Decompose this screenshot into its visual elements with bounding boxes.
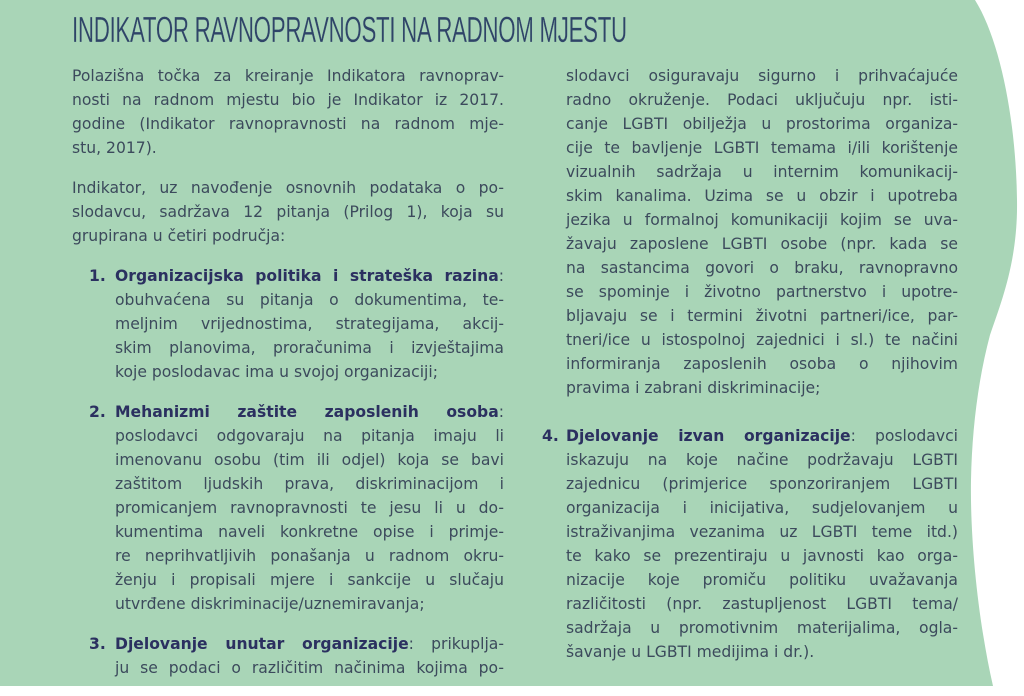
right-column — [542, 64, 958, 680]
list-item-heading-line — [115, 400, 504, 424]
heading-suffix: : prikuplja- — [408, 635, 504, 653]
text-line: informiranja zaposlenih osoba o njihovim — [566, 355, 958, 373]
text-line: na sastancima govori o braku, ravnopravno — [566, 259, 958, 277]
text-line: grupirana u četiri područja: — [72, 227, 286, 245]
heading-suffix: : — [498, 267, 504, 285]
text-line: šavanje u LGBTI medijima i dr.). — [566, 643, 815, 661]
text-line: istraživanjima vezanima uz LGBTI teme itd.) — [566, 523, 958, 541]
text-line: organizacija i inicijativa, sudjelovanjem u — [566, 499, 958, 517]
text-line: slodavci osiguravaju sigurno i prihvaćajuće — [566, 67, 958, 85]
list-item-3 — [72, 632, 504, 680]
text-line: zajednicu (primjerice sponzoriranjem LGBTI — [566, 475, 958, 493]
text-line: različitosti (npr. zastupljenost LGBTI tema/ — [566, 595, 958, 613]
list-item-heading-line — [566, 424, 958, 448]
text-line: iskazuju na koje načine podržavaju LGBTI — [566, 451, 958, 469]
text-line: ju se podaci o različitim načinima kojima po- — [115, 659, 504, 677]
text-line: imenovanu osobu (tim ili odjel) koja se bavi — [115, 451, 504, 469]
list-item-2 — [72, 400, 504, 616]
text-line: skim kanalima. Uzima se u obzir i upotreba — [566, 187, 958, 205]
heading-suffix: : poslodavci — [850, 427, 958, 445]
text-line: ženju i propisali mjere i sankcije u slučaju — [115, 571, 504, 589]
text-line: poslodavci odgovaraju na pitanja imaju li — [115, 427, 504, 445]
left-column — [72, 64, 504, 696]
text-line: canje LGBTI obilježja u prostorima organiza- — [566, 115, 958, 133]
text-line: tneri/ice u istospolnoj zajednici i sl.) te načini — [566, 331, 958, 349]
text-line: se spominje i životno partnerstvo i upotre- — [566, 283, 958, 301]
text-line: nizacije koje promiču politiku uvažavanja — [566, 571, 958, 589]
list-number: 1. — [89, 267, 106, 285]
text-line: kumentima naveli konkretne opise i primje- — [115, 523, 504, 541]
text-line: radno okruženje. Podaci uključuju npr. isti- — [566, 91, 958, 109]
text-line: bljavaju se i termini životni partneri/ice, par- — [566, 307, 958, 325]
intro-paragraph — [72, 64, 504, 160]
item-3-continuation — [566, 64, 958, 400]
indicator-paragraph — [72, 176, 504, 248]
text-line: slodavcu, sadržava 12 pitanja (Prilog 1), koja su — [72, 203, 504, 221]
list-item-1 — [72, 264, 504, 384]
text-line: te kako se prezentiraju u javnosti kao orga- — [566, 547, 958, 565]
text-line: koje poslodavac ima u svojoj organizaciji; — [115, 363, 438, 381]
text-line: promicanjem ravnopravnosti te jesu li u do- — [115, 499, 504, 517]
list-item-heading: Mehanizmi zaštite zaposlenih osoba — [115, 403, 499, 421]
text-line: žavaju zaposlene LGBTI osobe (npr. kada se — [566, 235, 958, 253]
list-number: 4. — [542, 427, 559, 445]
text-line: stu, 2017). — [72, 139, 157, 157]
text-line: jezika u formalnoj komunikaciji kojim se uva- — [566, 211, 958, 229]
text-line: meljnim vrijednostima, strategijama, akcij- — [115, 315, 504, 333]
text-line: Indikator, uz navođenje osnovnih podataka o po- — [72, 179, 504, 197]
list-item-heading: Djelovanje unutar organizacije — [115, 635, 409, 653]
text-line: re neprihvatljivih ponašanja u radnom okru- — [115, 547, 504, 565]
text-line: nosti na radnom mjestu bio je Indikator iz 2017. — [72, 91, 504, 109]
list-item-heading-line — [115, 264, 504, 288]
text-line: Polazišna točka za kreiranje Indikatora ravnoprav- — [72, 67, 504, 85]
heading-suffix: : — [498, 403, 504, 421]
text-line: skim planovima, proračunima i izvještajima — [115, 339, 504, 357]
text-line: vizualnih sadržaja u internim komunikacij- — [566, 163, 958, 181]
list-item-heading: Organizacijska politika i strateška razina — [115, 267, 499, 285]
text-line: obuhvaćena su pitanja o dokumentima, te- — [115, 291, 504, 309]
list-item-heading: Djelovanje izvan organizacije — [566, 427, 851, 445]
text-line: cije te bavljenje LGBTI temama i/ili korištenje — [566, 139, 958, 157]
text-line: godine (Indikator ravnopravnosti na radnom mje- — [72, 115, 504, 133]
text-line: sadržaja u promotivnim materijalima, ogla- — [566, 619, 958, 637]
text-line: utvrđene diskriminacije/uznemiravanja; — [115, 595, 425, 613]
page-title: INDIKATOR RAVNOPRAVNOSTI NA RADNOM MJESTU — [72, 9, 627, 50]
list-item-4 — [542, 424, 958, 664]
list-number: 3. — [89, 635, 106, 653]
list-item-heading-line — [115, 632, 504, 656]
text-line: pravima i zabrani diskriminacije; — [566, 379, 821, 397]
list-number: 2. — [89, 403, 106, 421]
text-line: zaštitom ljudskih prava, diskriminacijom i — [115, 475, 504, 493]
